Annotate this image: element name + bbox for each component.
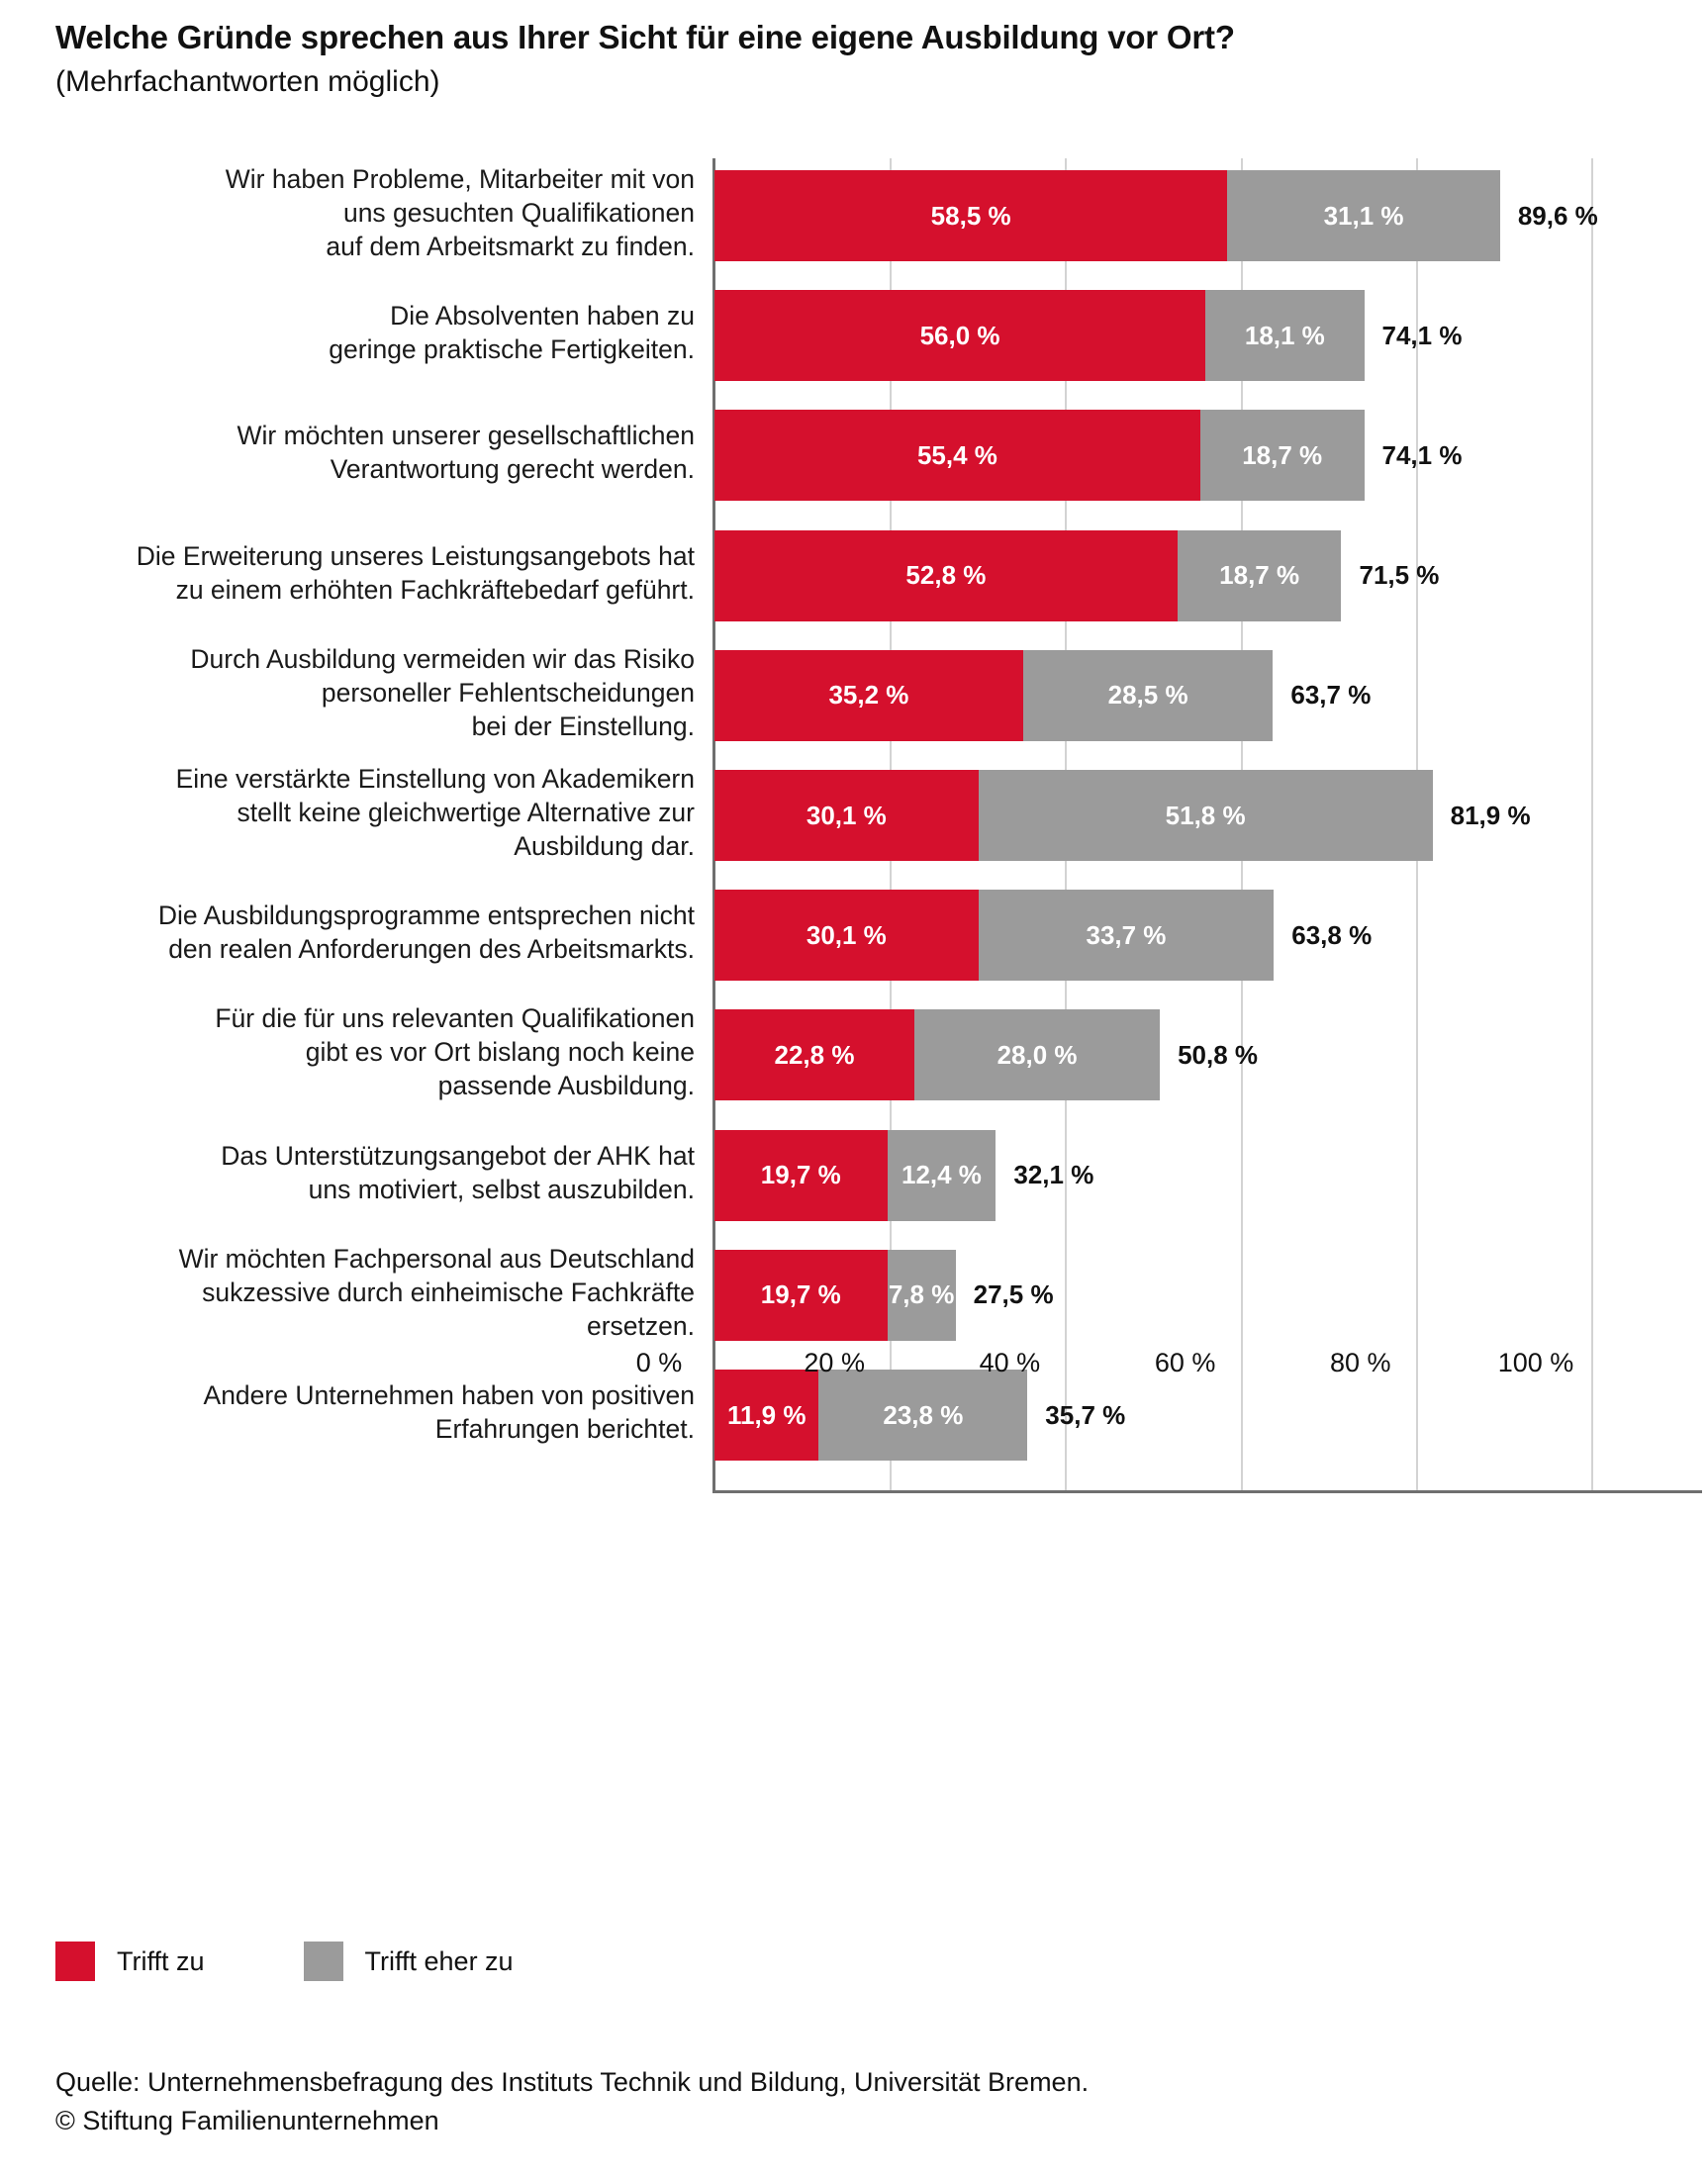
bar-value-label: 52,8 % <box>905 560 987 591</box>
bar-value-label: 31,1 % <box>1323 200 1404 231</box>
bar-group <box>714 170 1500 261</box>
category-label <box>61 163 695 264</box>
label-line: Die Erweiterung unseres Leistungsangebots hat <box>136 540 695 571</box>
copyright-note: © Stiftung Familienunternehmen <box>55 2106 439 2136</box>
category-labels <box>55 158 709 1489</box>
bar-segment-trifft-zu <box>714 170 1227 261</box>
label-line: bei der Einstellung. <box>471 711 695 741</box>
category-label <box>61 1243 695 1344</box>
category-label <box>61 420 695 487</box>
bar-total-label: 63,7 % <box>1290 680 1372 711</box>
bar-segment-trifft-eher-zu <box>914 1009 1160 1100</box>
bar-value-label: 33,7 % <box>1086 919 1167 950</box>
bar-segment-trifft-eher-zu <box>1178 530 1342 621</box>
bar-segment-trifft-eher-zu <box>1200 410 1365 501</box>
bar-value-label: 55,4 % <box>916 439 997 470</box>
x-tick-label: 0 % <box>635 1348 683 1377</box>
bar-value-label: 51,8 % <box>1165 800 1246 830</box>
label-line: Verantwortung gerecht werden. <box>330 454 695 485</box>
bar-total-label: 71,5 % <box>1359 560 1440 591</box>
bar-total-label: 81,9 % <box>1450 800 1531 830</box>
category-label <box>61 1002 695 1103</box>
label-line: gibt es vor Ort bislang noch keine <box>305 1037 695 1068</box>
chart-legend <box>55 1942 613 1981</box>
page-title: Welche Gründe sprechen aus Ihrer Sicht für eine eigene Ausbildung vor Ort? <box>55 19 1235 55</box>
label-line: geringe praktische Fertigkeiten. <box>329 334 695 365</box>
label-line: den realen Anforderungen des Arbeitsmarkts. <box>168 934 695 965</box>
label-line: zu einem erhöhten Fachkräftebedarf geführt. <box>175 574 695 605</box>
label-line: Ausbildung dar. <box>514 830 695 861</box>
x-tick-label: 80 % <box>1330 1348 1391 1377</box>
label-line: Wir möchten unserer gesellschaftlichen <box>237 421 695 451</box>
label-line: Das Unterstützungsangebot der AHK hat <box>221 1140 695 1171</box>
bar-group <box>714 290 1365 381</box>
title-block <box>55 18 1639 100</box>
bar-value-label: 56,0 % <box>919 320 1000 350</box>
legend-item[interactable] <box>304 1942 514 1981</box>
bar-value-label: 28,0 % <box>996 1039 1078 1070</box>
label-line: stellt keine gleichwertige Alternative zur <box>237 797 695 827</box>
label-line: uns motiviert, selbst auszubilden. <box>308 1174 695 1204</box>
label-line: personeller Fehlentscheidungen <box>321 677 695 708</box>
bars-container <box>714 158 1598 1489</box>
label-line: Für die für uns relevanten Qualifikationen <box>215 1003 695 1034</box>
bar-value-label: 18,7 % <box>1219 560 1300 591</box>
legend-label: Trifft eher zu <box>364 1945 514 1976</box>
category-label <box>61 763 695 864</box>
bar-segment-trifft-eher-zu <box>1227 170 1500 261</box>
label-line: Wir haben Probleme, Mitarbeiter mit von <box>225 164 695 194</box>
label-line: Die Absolventen haben zu <box>390 301 695 332</box>
bar-segment-trifft-eher-zu <box>1205 290 1364 381</box>
label-line: Andere Unternehmen haben von positiven <box>203 1380 695 1410</box>
label-line: Wir möchten Fachpersonal aus Deutschland <box>178 1243 695 1274</box>
label-line: uns gesuchten Qualifikationen <box>342 197 695 228</box>
bar-segment-trifft-zu <box>714 1009 914 1100</box>
bar-value-label: 58,5 % <box>930 200 1011 231</box>
category-label <box>61 1140 695 1207</box>
bar-total-label: 74,1 % <box>1381 439 1463 470</box>
bar-segment-trifft-zu <box>714 290 1205 381</box>
label-line: ersetzen. <box>586 1310 695 1341</box>
bar-group <box>714 530 1341 621</box>
x-axis-line <box>712 1490 1702 1493</box>
bar-value-label: 19,7 % <box>760 1279 841 1310</box>
bar-segment-trifft-zu <box>714 770 979 861</box>
category-label <box>61 540 695 608</box>
bar-group <box>714 410 1365 501</box>
bar-segment-trifft-eher-zu <box>979 770 1433 861</box>
bar-total-label: 63,8 % <box>1291 919 1373 950</box>
bar-segment-trifft-eher-zu <box>1023 650 1274 741</box>
bar-group <box>714 1250 956 1341</box>
bar-segment-trifft-eher-zu <box>888 1250 956 1341</box>
bar-total-label: 32,1 % <box>1013 1160 1094 1190</box>
bar-value-label: 35,2 % <box>828 680 909 711</box>
label-line: Erfahrungen berichtet. <box>434 1413 695 1444</box>
bar-total-label: 35,7 % <box>1045 1399 1126 1430</box>
bar-segment-trifft-zu <box>714 650 1023 741</box>
bar-total-label: 27,5 % <box>973 1279 1054 1310</box>
chart-area <box>55 158 1659 1494</box>
legend-item[interactable] <box>55 1942 205 1981</box>
x-tick-label: 100 % <box>1497 1348 1574 1377</box>
bar-segment-trifft-eher-zu <box>888 1130 996 1221</box>
bar-value-label: 19,7 % <box>760 1160 841 1190</box>
category-label <box>61 900 695 967</box>
category-label <box>61 643 695 744</box>
bar-segment-trifft-zu <box>714 530 1178 621</box>
legend-swatch-icon <box>55 1942 95 1981</box>
legend-label: Trifft zu <box>117 1945 205 1976</box>
bar-value-label: 30,1 % <box>806 919 887 950</box>
bar-value-label: 7,8 % <box>888 1279 955 1310</box>
label-line: auf dem Arbeitsmarkt zu finden. <box>326 231 695 261</box>
bar-segment-trifft-eher-zu <box>979 890 1275 981</box>
bar-segment-trifft-zu <box>714 1250 888 1341</box>
label-line: passende Ausbildung. <box>437 1071 695 1101</box>
bar-total-label: 74,1 % <box>1381 320 1463 350</box>
bar-value-label: 22,8 % <box>774 1039 855 1070</box>
source-note: Quelle: Unternehmensbefragung des Instituts Technik und Bildung, Universität Bremen. <box>55 2067 1090 2097</box>
x-tick-label: 60 % <box>1154 1348 1216 1377</box>
bar-value-label: 30,1 % <box>806 800 887 830</box>
bar-value-label: 18,7 % <box>1242 439 1323 470</box>
page-subtitle: (Mehrfachantworten möglich) <box>55 64 440 98</box>
footer <box>55 2063 1639 2140</box>
bar-group <box>714 1009 1160 1100</box>
label-line: Eine verstärkte Einstellung von Akademikern <box>175 764 695 794</box>
label-line: Die Ausbildungsprogramme entsprechen nicht <box>157 900 695 931</box>
category-label <box>61 1379 695 1447</box>
bar-value-label: 23,8 % <box>883 1399 964 1430</box>
bar-group <box>714 1130 996 1221</box>
x-tick-label: 20 % <box>804 1348 865 1377</box>
gridline-100 <box>1591 158 1593 1490</box>
label-line: Durch Ausbildung vermeiden wir das Risiko <box>190 643 695 674</box>
bar-total-label: 89,6 % <box>1517 200 1598 231</box>
category-label <box>61 300 695 367</box>
x-tick-label: 40 % <box>979 1348 1041 1377</box>
bar-value-label: 11,9 % <box>726 1399 807 1430</box>
bar-group <box>714 650 1273 741</box>
label-line: sukzessive durch einheimische Fachkräfte <box>202 1277 695 1307</box>
bar-total-label: 50,8 % <box>1178 1039 1259 1070</box>
legend-swatch-icon <box>304 1942 343 1981</box>
x-axis-ticks <box>635 1348 1574 1397</box>
bar-segment-trifft-zu <box>714 1130 888 1221</box>
bar-value-label: 28,5 % <box>1107 680 1188 711</box>
bar-group <box>714 770 1433 861</box>
bar-value-label: 18,1 % <box>1244 320 1325 350</box>
bar-segment-trifft-zu <box>714 890 979 981</box>
bar-group <box>714 890 1274 981</box>
bar-segment-trifft-zu <box>714 410 1200 501</box>
bar-value-label: 12,4 % <box>901 1160 982 1190</box>
